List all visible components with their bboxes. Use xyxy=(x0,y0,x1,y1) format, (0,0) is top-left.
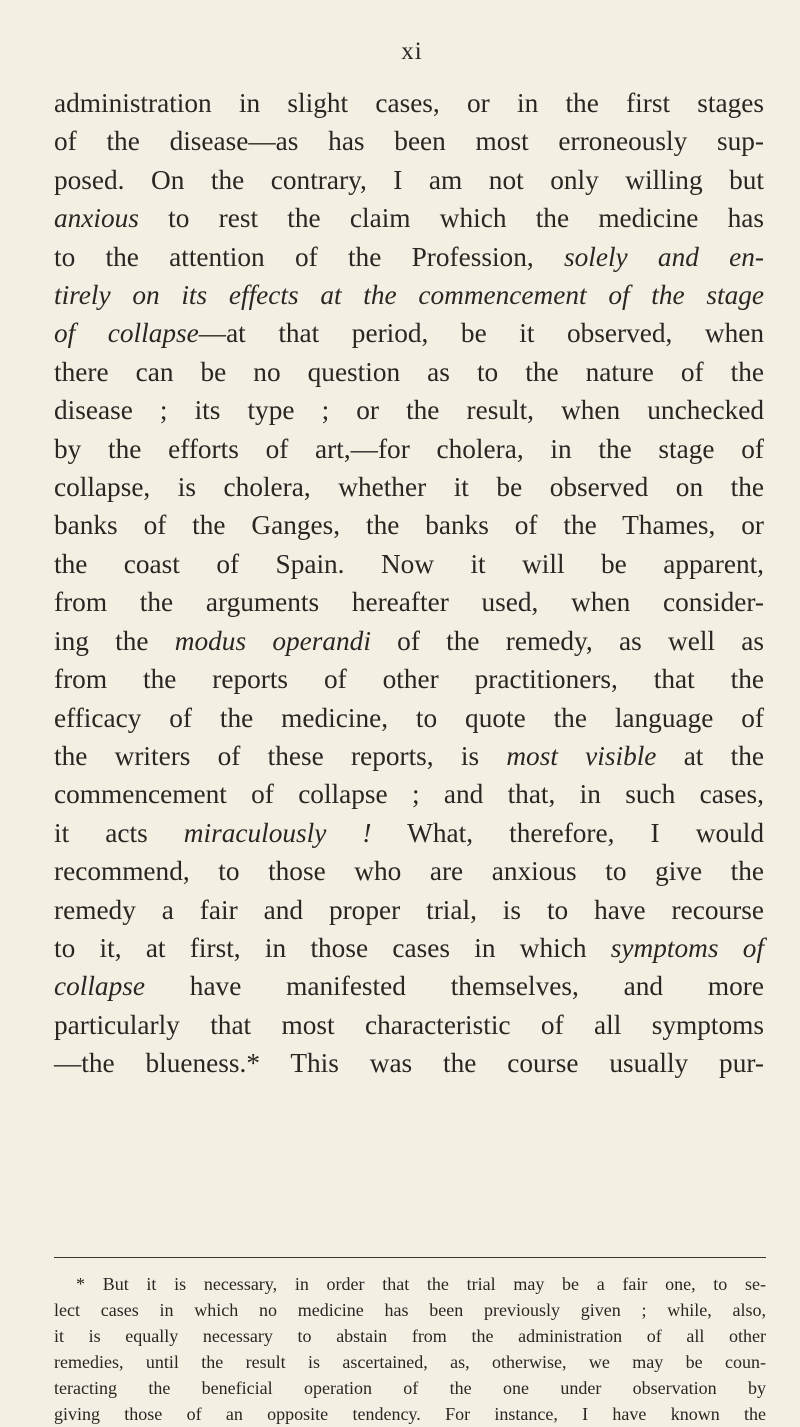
text-line xyxy=(54,660,764,698)
text-run: commencement of collapse ; and that, in such cases, xyxy=(54,779,764,810)
text-line xyxy=(54,545,764,583)
text-run: —at that period, be it observed, when xyxy=(198,318,764,349)
text-run: posed. On the contrary, I am not only willing but xyxy=(54,164,764,195)
text-run: there can be no question as to the nature of the xyxy=(54,356,764,387)
text-line xyxy=(54,929,764,967)
footnote-line: giving those of an opposite tendency. For instance, I have known the xyxy=(54,1404,766,1424)
text-line xyxy=(54,122,764,160)
text-run: by the efforts of art,—for cholera, in the stage of xyxy=(54,433,764,464)
main-text xyxy=(54,84,764,1083)
text-line xyxy=(54,891,764,929)
text-run: What, therefore, I would xyxy=(371,817,764,848)
italic-text: solely and en- xyxy=(563,241,765,272)
footnote-line: teracting the beneficial operation of the one under observation by xyxy=(54,1378,766,1398)
text-line xyxy=(54,199,764,237)
text-run: to it, at first, in those cases in which xyxy=(54,932,611,963)
italic-text: most visible xyxy=(506,740,657,771)
text-run: ing the xyxy=(54,625,175,656)
text-run: the writers of these reports, is xyxy=(54,740,507,771)
text-line xyxy=(54,1044,764,1082)
page-number: xi xyxy=(401,38,423,65)
text-line xyxy=(54,506,764,544)
text-run: from the arguments hereafter used, when consider- xyxy=(54,587,764,618)
text-run: from the reports of other practitioners, that the xyxy=(54,664,764,695)
text-run: banks of the Ganges, the banks of the Thames, or xyxy=(54,510,764,541)
footnote-line: lect cases in which no medicine has been previously given ; while, also, xyxy=(54,1300,766,1320)
footnote-line: remedies, until the result is ascertained, as, otherwise, we may be coun- xyxy=(54,1352,766,1372)
text-run: of the disease—as has been most erroneously sup- xyxy=(54,126,764,157)
text-line xyxy=(54,967,764,1005)
text-line xyxy=(54,430,764,468)
text-run: the coast of Spain. Now it will be apparent, xyxy=(54,548,764,579)
footnote xyxy=(54,1271,766,1427)
text-line xyxy=(54,161,764,199)
footnote-separator xyxy=(54,1257,766,1258)
text-run: collapse, is cholera, whether it be observed on the xyxy=(54,472,764,503)
text-run: to the attention of the Profession, xyxy=(54,241,564,272)
italic-text: tirely on its effects at the commencement of the stage xyxy=(54,280,764,311)
text-line xyxy=(54,84,764,122)
text-line xyxy=(54,622,764,660)
text-line xyxy=(54,814,764,852)
text-run: particularly that most characteristic of all symptoms xyxy=(54,1009,764,1040)
italic-text: modus operandi xyxy=(174,625,371,656)
italic-text: symptoms of xyxy=(610,932,764,963)
italic-text: of collapse xyxy=(54,318,199,349)
text-run: —the blueness.* This was the course usually pur- xyxy=(54,1048,764,1079)
footnote-line: it is equally necessary to abstain from the administration of all other xyxy=(54,1326,766,1346)
text-line xyxy=(54,391,764,429)
text-line xyxy=(54,852,764,890)
italic-text: collapse xyxy=(54,971,145,1002)
text-line xyxy=(54,737,764,775)
text-line xyxy=(54,583,764,621)
text-run: it acts xyxy=(54,817,184,848)
text-run: remedy a fair and proper trial, is to have recourse xyxy=(54,894,764,925)
text-run: at the xyxy=(656,740,764,771)
text-run: have manifested themselves, and more xyxy=(144,971,764,1002)
italic-text: anxious xyxy=(54,203,139,234)
text-run: recommend, to those who are anxious to give the xyxy=(54,856,764,887)
text-run: disease ; its type ; or the result, when unchecked xyxy=(54,395,764,426)
text-run: to rest the claim which the medicine has xyxy=(138,203,764,234)
text-line xyxy=(54,314,764,352)
text-run: efficacy of the medicine, to quote the language of xyxy=(54,702,764,733)
text-line xyxy=(54,775,764,813)
text-run: of the remedy, as well as xyxy=(370,625,764,656)
text-line xyxy=(54,276,764,314)
text-line xyxy=(54,238,764,276)
text-line xyxy=(54,1006,764,1044)
text-line xyxy=(54,353,764,391)
text-line xyxy=(54,699,764,737)
italic-text: miraculously ! xyxy=(183,817,372,848)
footnote-line: * But it is necessary, in order that the trial may be a fair one, to se- xyxy=(76,1274,766,1294)
text-line xyxy=(54,468,764,506)
text-run: administration in slight cases, or in the first stages xyxy=(54,88,764,118)
